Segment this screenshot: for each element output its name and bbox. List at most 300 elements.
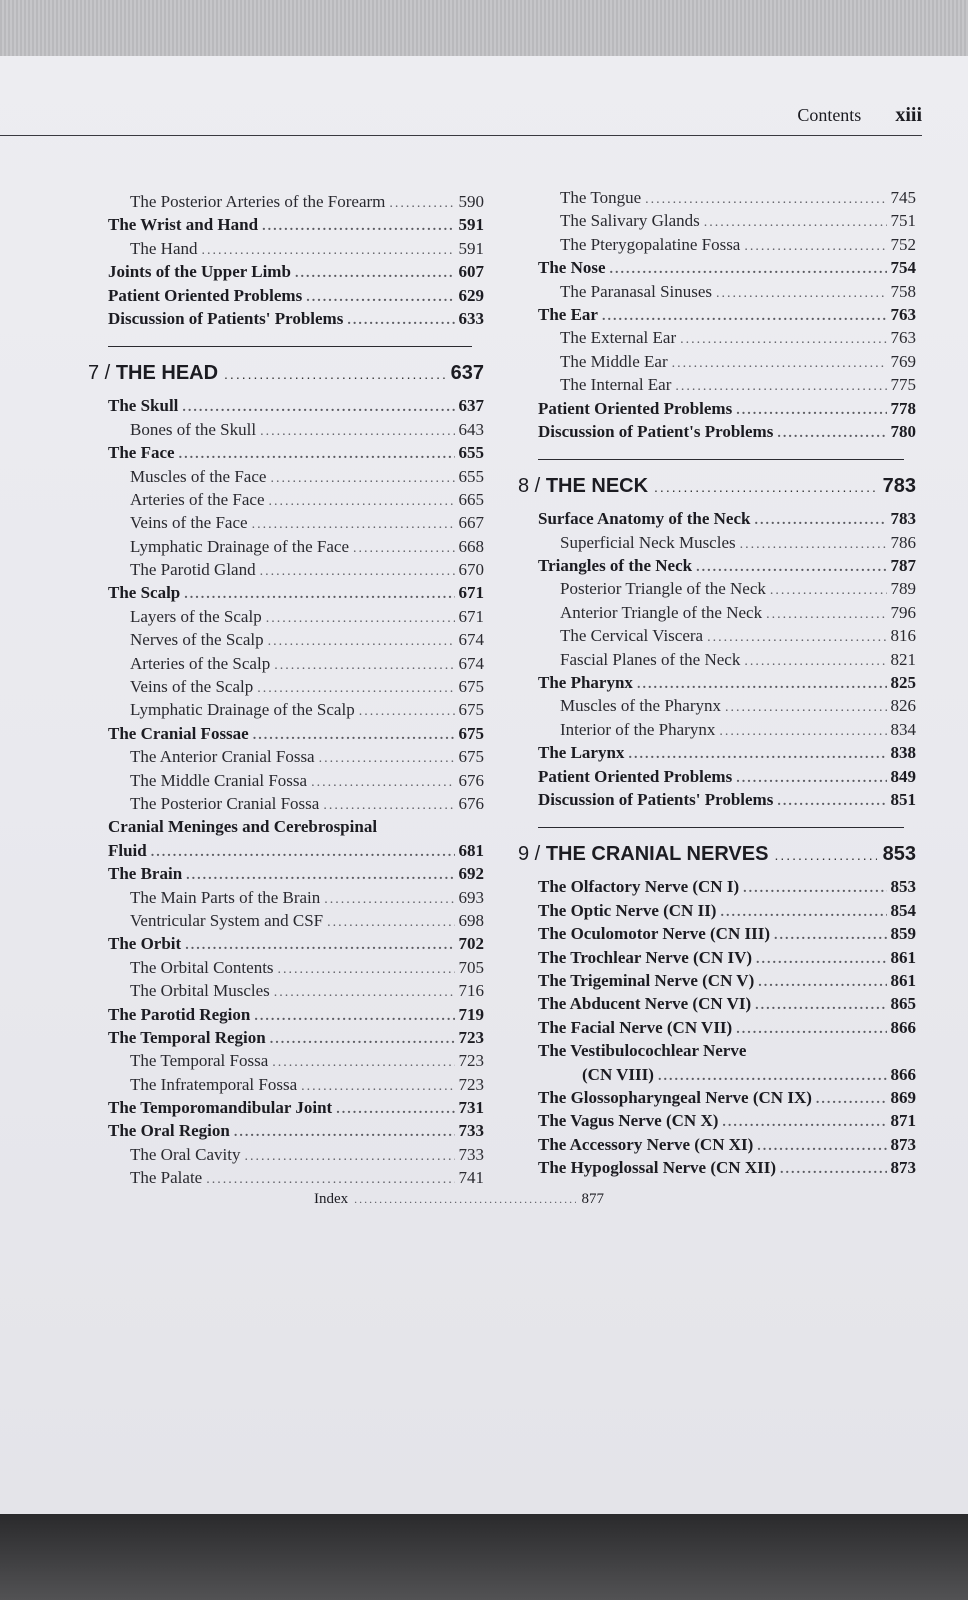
toc-entry xyxy=(88,192,484,215)
entry-page: 871 xyxy=(890,1111,916,1131)
entry-title: The Vagus Nerve (CN X) xyxy=(538,1111,719,1131)
dot-leader xyxy=(244,1149,454,1165)
toc-entry xyxy=(518,924,916,947)
entry-title: The External Ear xyxy=(560,328,677,348)
entry-title: The Wrist and Hand xyxy=(108,215,259,235)
entry-page: 854 xyxy=(890,900,916,920)
entry-title: The Facial Nerve (CN VII) xyxy=(538,1017,733,1037)
chapter-9-heading xyxy=(518,843,916,875)
toc-entry xyxy=(88,747,484,770)
entry-title: The Accessory Nerve (CN XI) xyxy=(538,1134,754,1154)
dot-leader xyxy=(675,379,886,395)
entry-page: 676 xyxy=(458,793,484,813)
entry-page: 821 xyxy=(890,649,916,669)
header-rule xyxy=(0,135,922,136)
dot-leader xyxy=(716,286,886,302)
dot-leader xyxy=(389,196,454,212)
entry-title: The Pharynx xyxy=(538,673,633,693)
entry-title: Interior of the Pharynx xyxy=(560,719,716,739)
entry-page: 629 xyxy=(458,285,484,305)
entry-title: Triangles of the Neck xyxy=(538,556,693,576)
entry-page: 637 xyxy=(458,396,484,416)
dot-leader xyxy=(184,587,454,603)
toc-left-column xyxy=(88,192,484,1192)
entry-title: Superficial Neck Muscles xyxy=(560,532,736,552)
toc-entry xyxy=(518,743,916,766)
entry-title: The Orbital Contents xyxy=(130,957,274,977)
dot-leader xyxy=(324,892,454,908)
background-surface-bottom xyxy=(0,1514,968,1600)
dot-leader xyxy=(736,1022,886,1038)
dot-leader xyxy=(744,654,886,670)
dot-leader xyxy=(151,845,455,861)
entry-page: 752 xyxy=(890,234,916,254)
dot-leader xyxy=(202,243,455,259)
entry-title: The Main Parts of the Brain xyxy=(130,887,321,907)
entry-page: 869 xyxy=(890,1087,916,1107)
dot-leader xyxy=(645,192,886,208)
dot-leader xyxy=(347,313,454,329)
entry-title: Bones of the Skull xyxy=(130,419,257,439)
dot-leader xyxy=(278,962,455,978)
toc-entry xyxy=(88,262,484,285)
entry-title: The Nose xyxy=(538,258,606,278)
toc-entry xyxy=(518,352,916,375)
entry-page: 674 xyxy=(458,653,484,673)
entry-page: 763 xyxy=(890,304,916,324)
entry-page: 675 xyxy=(458,723,484,743)
entry-page: 591 xyxy=(458,215,484,235)
toc-entry xyxy=(88,771,484,794)
dot-leader xyxy=(725,700,886,716)
dot-leader xyxy=(744,239,886,255)
entry-page: 826 xyxy=(890,696,916,716)
section-divider xyxy=(108,346,472,347)
entry-page: 789 xyxy=(890,579,916,599)
dot-leader xyxy=(743,881,886,897)
entry-title: The Anterior Cranial Fossa xyxy=(130,747,315,767)
entry-page: 675 xyxy=(458,677,484,697)
toc-entry xyxy=(518,696,916,719)
toc-entry xyxy=(518,673,916,696)
chapter-9-entries-continued xyxy=(518,1088,916,1182)
entry-title: The Temporomandibular Joint xyxy=(108,1098,333,1118)
toc-entry-wrapped xyxy=(518,1041,916,1064)
entry-page: 591 xyxy=(458,238,484,258)
dot-leader xyxy=(680,332,886,348)
chapter-number: 8 / xyxy=(518,475,541,498)
chapter-number: 9 / xyxy=(518,843,541,866)
entry-title: The Oculomotor Nerve (CN III) xyxy=(538,924,770,944)
entry-page: 849 xyxy=(890,766,916,786)
section-divider xyxy=(538,827,904,828)
toc-entry xyxy=(518,282,916,305)
entry-page: 723 xyxy=(458,1051,484,1071)
entry-page: 655 xyxy=(458,466,484,486)
entry-page: 731 xyxy=(458,1098,484,1118)
dot-leader xyxy=(658,1069,887,1085)
entry-title: The Brain xyxy=(108,864,183,884)
entry-page: 873 xyxy=(890,1134,916,1154)
entry-title: The Skull xyxy=(108,396,179,416)
toc-entry xyxy=(88,958,484,981)
entry-page: 751 xyxy=(890,211,916,231)
dot-leader xyxy=(780,1162,887,1178)
dot-leader xyxy=(755,998,886,1014)
dot-leader xyxy=(254,1009,454,1025)
dot-leader xyxy=(262,219,454,235)
toc-entry xyxy=(518,305,916,328)
dot-leader xyxy=(306,290,454,306)
entry-title: The Vestibulocochlear Nerve xyxy=(538,1041,747,1061)
dot-leader xyxy=(354,1192,575,1207)
dot-leader xyxy=(270,471,454,487)
dot-leader xyxy=(185,938,454,954)
dot-leader xyxy=(754,513,886,529)
dot-leader xyxy=(758,975,886,991)
entry-title: The Oral Region xyxy=(108,1121,230,1141)
entry-page: 667 xyxy=(458,513,484,533)
entry-page: 754 xyxy=(890,258,916,278)
entry-title: Patient Oriented Problems xyxy=(538,766,733,786)
dot-leader xyxy=(654,479,877,495)
entry-title: The Trochlear Nerve (CN IV) xyxy=(538,947,753,967)
dot-leader xyxy=(260,424,454,440)
dot-leader xyxy=(260,564,455,580)
toc-entry xyxy=(518,901,916,924)
dot-leader xyxy=(301,1079,454,1095)
dot-leader xyxy=(206,1172,454,1188)
entry-title: Nerves of the Scalp xyxy=(130,630,264,650)
entry-title: The Palate xyxy=(130,1168,203,1188)
dot-leader xyxy=(722,1115,886,1131)
entry-title: Patient Oriented Problems xyxy=(108,285,303,305)
entry-page: 702 xyxy=(458,934,484,954)
toc-entry xyxy=(518,399,916,422)
background-surface-top xyxy=(0,0,968,62)
toc-entry xyxy=(518,626,916,649)
dot-leader xyxy=(757,1139,886,1155)
dot-leader xyxy=(319,751,455,767)
entry-title: The Infratemporal Fossa xyxy=(130,1074,298,1094)
toc-entry xyxy=(88,1028,484,1051)
entry-title: Veins of the Face xyxy=(130,513,248,533)
entry-page: 733 xyxy=(458,1121,484,1141)
toc-entry xyxy=(88,654,484,677)
entry-title: Arteries of the Face xyxy=(130,489,265,509)
dot-leader xyxy=(719,724,886,740)
dot-leader xyxy=(266,611,455,627)
toc-entry xyxy=(518,1158,916,1181)
toc-entry xyxy=(518,375,916,398)
entry-page: 853 xyxy=(890,877,916,897)
entry-title: The Larynx xyxy=(538,743,625,763)
entry-page: 763 xyxy=(890,328,916,348)
entry-page: 607 xyxy=(458,262,484,282)
toc-entry xyxy=(88,583,484,606)
chapter-7-entries xyxy=(88,396,484,817)
entry-title: Anterior Triangle of the Neck xyxy=(560,602,763,622)
dot-leader xyxy=(336,1102,454,1118)
entry-page: 671 xyxy=(458,583,484,603)
entry-title: The Temporal Fossa xyxy=(130,1051,269,1071)
toc-entry xyxy=(88,1168,484,1191)
toc-entry xyxy=(518,235,916,258)
dot-leader xyxy=(720,905,886,921)
entry-page: 675 xyxy=(458,747,484,767)
toc-entry xyxy=(518,790,916,813)
entry-title: Posterior Triangle of the Neck xyxy=(560,579,766,599)
entry-page: 670 xyxy=(458,560,484,580)
entry-title: Muscles of the Face xyxy=(130,466,267,486)
entry-title: The Parotid Gland xyxy=(130,560,256,580)
toc-entry xyxy=(518,1111,916,1134)
entry-title: Veins of the Scalp xyxy=(130,677,254,697)
toc-entry xyxy=(518,188,916,211)
entry-title: The Paranasal Sinuses xyxy=(560,281,713,301)
entry-title: The Olfactory Nerve (CN I) xyxy=(538,877,740,897)
entry-page: 786 xyxy=(890,532,916,552)
dot-leader xyxy=(816,1092,887,1108)
entry-page: 865 xyxy=(890,994,916,1014)
entry-page: 780 xyxy=(890,421,916,441)
toc-entry xyxy=(518,720,916,743)
dot-leader xyxy=(770,583,887,599)
chapter-number: 7 / xyxy=(88,362,111,385)
chapter-page: 853 xyxy=(882,843,916,866)
chapter-8-heading xyxy=(518,475,916,507)
toc-entry xyxy=(518,767,916,790)
toc-entry xyxy=(518,556,916,579)
entry-page: 681 xyxy=(458,840,484,860)
entry-page: 825 xyxy=(890,673,916,693)
chapter-page: 637 xyxy=(450,362,484,385)
entry-title: Arteries of the Scalp xyxy=(130,653,271,673)
entry-title: (CN VIII) xyxy=(582,1064,654,1084)
entry-title: Fluid xyxy=(108,840,147,860)
toc-entry xyxy=(518,603,916,626)
entry-page: 698 xyxy=(458,910,484,930)
dot-leader xyxy=(707,630,886,646)
index-page: 877 xyxy=(581,1191,604,1207)
entry-title: Discussion of Patients' Problems xyxy=(108,308,344,328)
dot-leader xyxy=(182,400,454,416)
entry-page: 861 xyxy=(890,970,916,990)
toc-entry xyxy=(88,607,484,630)
entry-title: Lymphatic Drainage of the Scalp xyxy=(130,700,355,720)
toc-entry xyxy=(88,677,484,700)
entry-title: Patient Oriented Problems xyxy=(538,398,733,418)
entry-page: 705 xyxy=(458,957,484,977)
chapter-9-entries xyxy=(518,877,916,1041)
dot-leader xyxy=(774,847,876,863)
dot-leader xyxy=(777,794,886,810)
entry-page: 838 xyxy=(890,743,916,763)
entry-title: Surface Anatomy of the Neck xyxy=(538,509,751,529)
chapter-title: THE HEAD xyxy=(115,362,219,385)
chapter-7-heading xyxy=(88,362,484,394)
entry-title: The Trigeminal Nerve (CN V) xyxy=(538,970,755,990)
toc-entry xyxy=(88,286,484,309)
entry-title: The Hand xyxy=(130,238,198,258)
entry-page: 668 xyxy=(458,536,484,556)
entry-title: The Pterygopalatine Fossa xyxy=(560,234,741,254)
toc-entry xyxy=(88,443,484,466)
toc-entry xyxy=(518,971,916,994)
entry-page: 741 xyxy=(458,1168,484,1188)
entry-title: The Posterior Arteries of the Forearm xyxy=(130,192,386,211)
entry-title: Ventricular System and CSF xyxy=(130,910,324,930)
toc-entry xyxy=(88,467,484,490)
dot-leader xyxy=(740,537,887,553)
dot-leader xyxy=(270,1032,455,1048)
dot-leader xyxy=(628,747,886,763)
toc-entry xyxy=(88,309,484,332)
entry-title: Lymphatic Drainage of the Face xyxy=(130,536,350,556)
entry-page: 866 xyxy=(890,1017,916,1037)
section-divider xyxy=(538,459,904,460)
dot-leader xyxy=(323,798,454,814)
toc-entry xyxy=(518,422,916,445)
dot-leader xyxy=(311,775,454,791)
dot-leader xyxy=(257,681,454,697)
toc-entry xyxy=(88,1121,484,1144)
toc-entry xyxy=(518,1088,916,1111)
toc-entry xyxy=(88,513,484,536)
toc-entry xyxy=(88,724,484,747)
entry-page: 676 xyxy=(458,770,484,790)
dot-leader xyxy=(186,868,454,884)
dot-leader xyxy=(359,704,455,720)
toc-entry-wrapped xyxy=(88,817,484,840)
entry-page: 655 xyxy=(458,443,484,463)
toc-entry xyxy=(518,258,916,281)
dot-leader xyxy=(253,728,455,744)
toc-entry xyxy=(88,700,484,723)
entry-title: The Internal Ear xyxy=(560,375,672,395)
entry-page: 671 xyxy=(458,606,484,626)
toc-entry xyxy=(88,934,484,957)
entry-page: 643 xyxy=(458,419,484,439)
entry-title: The Tongue xyxy=(560,188,642,207)
right-intro-list xyxy=(518,188,916,445)
running-head-label: Contents xyxy=(797,105,862,125)
toc-entry xyxy=(88,1098,484,1121)
dot-leader xyxy=(704,215,887,231)
entry-title: The Abducent Nerve (CN VI) xyxy=(538,994,752,1014)
entry-title: The Orbit xyxy=(108,934,182,954)
index-entry xyxy=(314,1191,604,1208)
dot-leader xyxy=(252,517,455,533)
entry-page: 733 xyxy=(458,1144,484,1164)
toc-entry xyxy=(518,1018,916,1041)
dot-leader xyxy=(224,366,445,382)
entry-title: The Cranial Fossae xyxy=(108,723,249,743)
entry-title: The Posterior Cranial Fossa xyxy=(130,793,320,813)
dot-leader xyxy=(672,356,887,372)
toc-entry xyxy=(88,981,484,1004)
dot-leader xyxy=(269,494,455,510)
entry-title: The Glossopharyngeal Nerve (CN IX) xyxy=(538,1087,812,1107)
toc-entry xyxy=(88,1145,484,1168)
toc-entry xyxy=(518,579,916,602)
running-head-page-number: xiii xyxy=(895,104,922,126)
entry-title: The Oral Cavity xyxy=(130,1144,241,1164)
toc-entry xyxy=(518,650,916,673)
entry-page: 769 xyxy=(890,351,916,371)
entry-title: The Face xyxy=(108,443,175,463)
entry-page: 816 xyxy=(890,626,916,646)
dot-leader xyxy=(274,658,454,674)
entry-page: 633 xyxy=(458,308,484,328)
dot-leader xyxy=(774,928,887,944)
chapter-title: THE CRANIAL NERVES xyxy=(545,843,769,866)
dot-leader xyxy=(353,541,454,557)
dot-leader xyxy=(766,607,886,623)
dot-leader xyxy=(274,985,455,1001)
toc-entry xyxy=(88,1051,484,1074)
entry-page: 716 xyxy=(458,981,484,1001)
entry-title: The Middle Ear xyxy=(560,351,668,371)
toc-entry xyxy=(88,560,484,583)
entry-page: 675 xyxy=(458,700,484,720)
entry-title: The Temporal Region xyxy=(108,1027,266,1047)
entry-page: 758 xyxy=(890,281,916,301)
toc-entry xyxy=(518,211,916,234)
entry-title: The Scalp xyxy=(108,583,181,603)
entry-page: 723 xyxy=(458,1074,484,1094)
dot-leader xyxy=(696,560,886,576)
toc-entry-wrapped-end xyxy=(88,841,484,864)
entry-title: The Optic Nerve (CN II) xyxy=(538,900,717,920)
chapter-page: 783 xyxy=(882,475,916,498)
entry-page: 866 xyxy=(890,1064,916,1084)
dot-leader xyxy=(327,915,454,931)
chapter-7-entries-continued xyxy=(88,864,484,1191)
dot-leader xyxy=(234,1125,455,1141)
left-intro-list xyxy=(88,192,484,332)
toc-entry xyxy=(88,911,484,934)
entry-page: 873 xyxy=(890,1158,916,1178)
toc-entry xyxy=(88,794,484,817)
entry-page: 692 xyxy=(458,864,484,884)
entry-title: Fascial Planes of the Neck xyxy=(560,649,741,669)
entry-title: Layers of the Scalp xyxy=(130,606,262,626)
entry-title: The Salivary Glands xyxy=(560,211,700,231)
dot-leader xyxy=(610,262,887,278)
entry-page: 674 xyxy=(458,630,484,650)
toc-entry xyxy=(518,509,916,532)
dot-leader xyxy=(295,266,455,282)
toc-entry xyxy=(88,215,484,238)
toc-entry xyxy=(88,888,484,911)
dot-leader xyxy=(637,677,887,693)
entry-title: Muscles of the Pharynx xyxy=(560,696,722,716)
chapter-8-entries xyxy=(518,509,916,813)
entry-page: 693 xyxy=(458,887,484,907)
toc-entry xyxy=(88,490,484,513)
entry-title: Discussion of Patients' Problems xyxy=(538,789,774,809)
entry-page: 719 xyxy=(458,1004,484,1024)
toc-entry xyxy=(518,533,916,556)
toc-entry xyxy=(88,1075,484,1098)
entry-page: 859 xyxy=(890,924,916,944)
entry-title: The Ear xyxy=(538,304,598,324)
entry-title: The Middle Cranial Fossa xyxy=(130,770,308,790)
toc-right-column xyxy=(518,188,916,1181)
entry-page: 590 xyxy=(458,192,484,211)
dot-leader xyxy=(756,952,886,968)
